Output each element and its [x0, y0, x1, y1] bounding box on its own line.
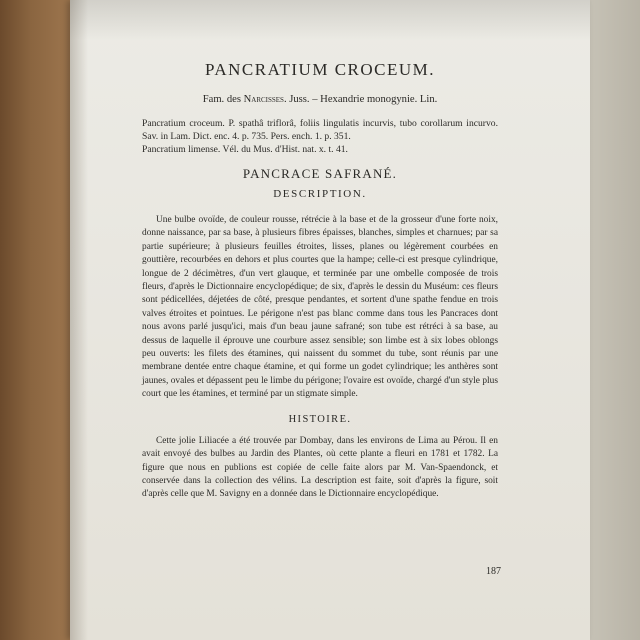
family-prefix: Fam. des [202, 94, 244, 105]
paper-sheet [70, 0, 590, 640]
synonym-2: Pancratium limense. Vél. du Mus. d'Hist. nat. x. t. 41. [142, 144, 348, 155]
wooden-frame-left [0, 0, 76, 640]
page-number: 187 [486, 566, 501, 577]
page-content [142, 60, 498, 502]
french-title: PANCRACE SAFRANÉ. [242, 166, 398, 181]
description-paragraph: Une bulbe ovoïde, de couleur rousse, rétrécie à la base et de la grosseur d'une forte noix, donne naissance, par sa base, à plusieurs fibres épaisses, blanches, simples et charnues; par sa partie supérieure; à plusieurs feuilles étroites, lisses, planes ou légèrement courbées en gouttière, recourbées en dehors et plus courtes que la hampe; celle-ci est presque cylindrique, longue de 2 décimètres, d'un vert glauque, et terminée par une ombelle composée de trois fleurs, d'après le Dictionnaire encyclopédique; de six, d'après le dessin du Muséum: ces fleurs sont pédicellées, déjetées de côté, presque pendantes, et sortent d'une spathe fendue en trois valves étroites et pointues. Le périgone n'est pas blanc comme dans tous les Pancraces dont nous avons parlé jusqu'ici, mais d'un beau jaune safrané; son tube est rétréci à sa base, au dessus de laquelle il éprouve une courbure assez sensible; son limbe est à six lobes oblongs peu ouverts: les filets des étamines, qui naissent du sommet du tube, sont réunis par une membrane dentée entre chaque étamine, et qui forme un godet cylindrique; les anthères sont jaunes, ovales et dépassent peu le limbe du périgone; l'ovaire est ovoïde, chargé d'un style plus court que les étamines, et terminé par un stigmate simple. [142, 215, 498, 400]
histoire-paragraph: Cette jolie Liliacée a été trouvée par Dombay, dans les environs de Lima au Pérou. Il en avait envoyé des bulbes au Jardin des Plantes, où cette plante a fleuri en 1781 et 1782. La figure que nous en publions est copiée de celle faite alors par M. Van-Spaendonck, et conservée dans la collection des vélins. La description est faite, soit d'après la figure, soit d'après celle que M. Savigny en a donnée dans le Dictionnaire encyclopédique. [142, 435, 498, 500]
top-shadow [70, 0, 590, 40]
page-title: PANCRATIUM CROCEUM. [204, 60, 436, 79]
family-suffix: . Juss. – Hexandrie monogynie. Lin. [283, 94, 438, 105]
synonym-1: Pancratium croceum. P. spathâ triflorâ, foliis lingulatis incurvis, tubo corollarum incurvo. Sav. in Lam. Dict. enc. 4. p. 735. Pers. ench. 1. p. 351. [142, 118, 498, 142]
family-name: Narcisses [243, 94, 284, 105]
family-line [142, 94, 498, 105]
histoire-heading: HISTOIRE. [288, 413, 352, 425]
description-heading: DESCRIPTION. [273, 188, 367, 200]
